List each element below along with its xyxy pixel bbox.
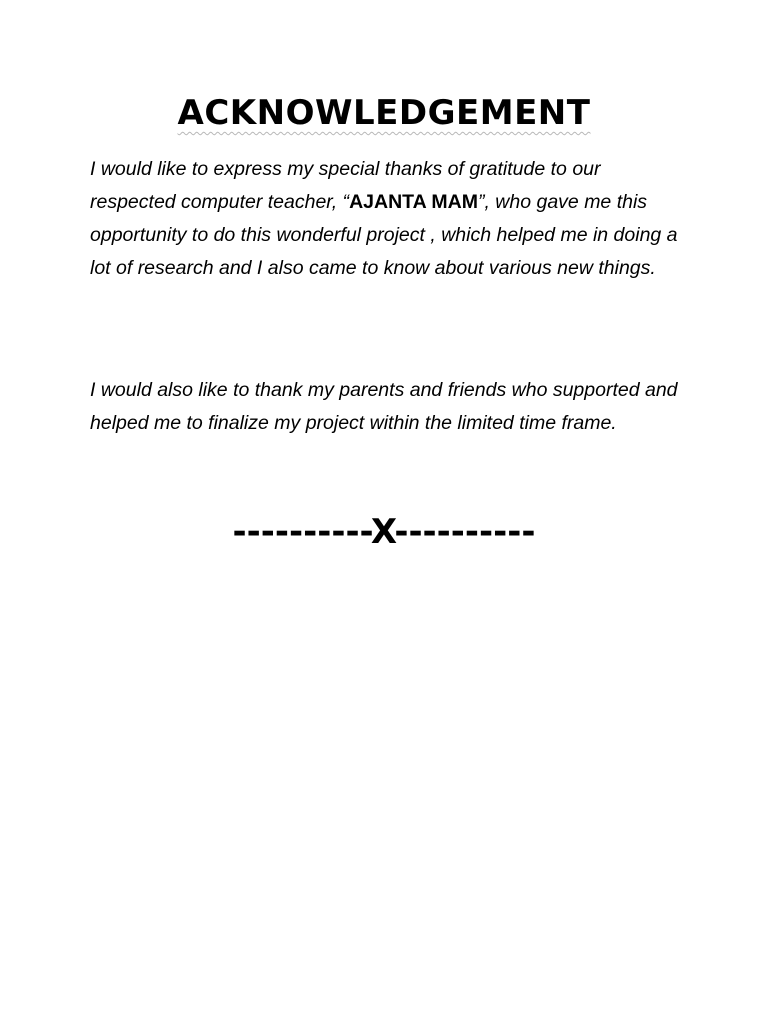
gratitude-paragraph	[90, 153, 690, 285]
end-separator: ----------X----------	[232, 512, 536, 552]
page-title	[0, 88, 768, 138]
teacher-name: AJANTA MAM	[349, 191, 478, 213]
thanks-paragraph: I would also like to thank my parents and friends who supported and helped me to finalize my project within the limited time frame.	[90, 379, 678, 434]
gratitude-text-end: ”, who gave me this opportunity to do this wonderful project , which helped me in doing a lot of research and I also came to know about various new things.	[90, 191, 678, 279]
page-title-text: ACKNOWLEDGEMENT	[177, 93, 591, 133]
gratitude-text-start: I would like to express my special thanks of gratitude to our respected computer teacher, “	[90, 158, 601, 213]
